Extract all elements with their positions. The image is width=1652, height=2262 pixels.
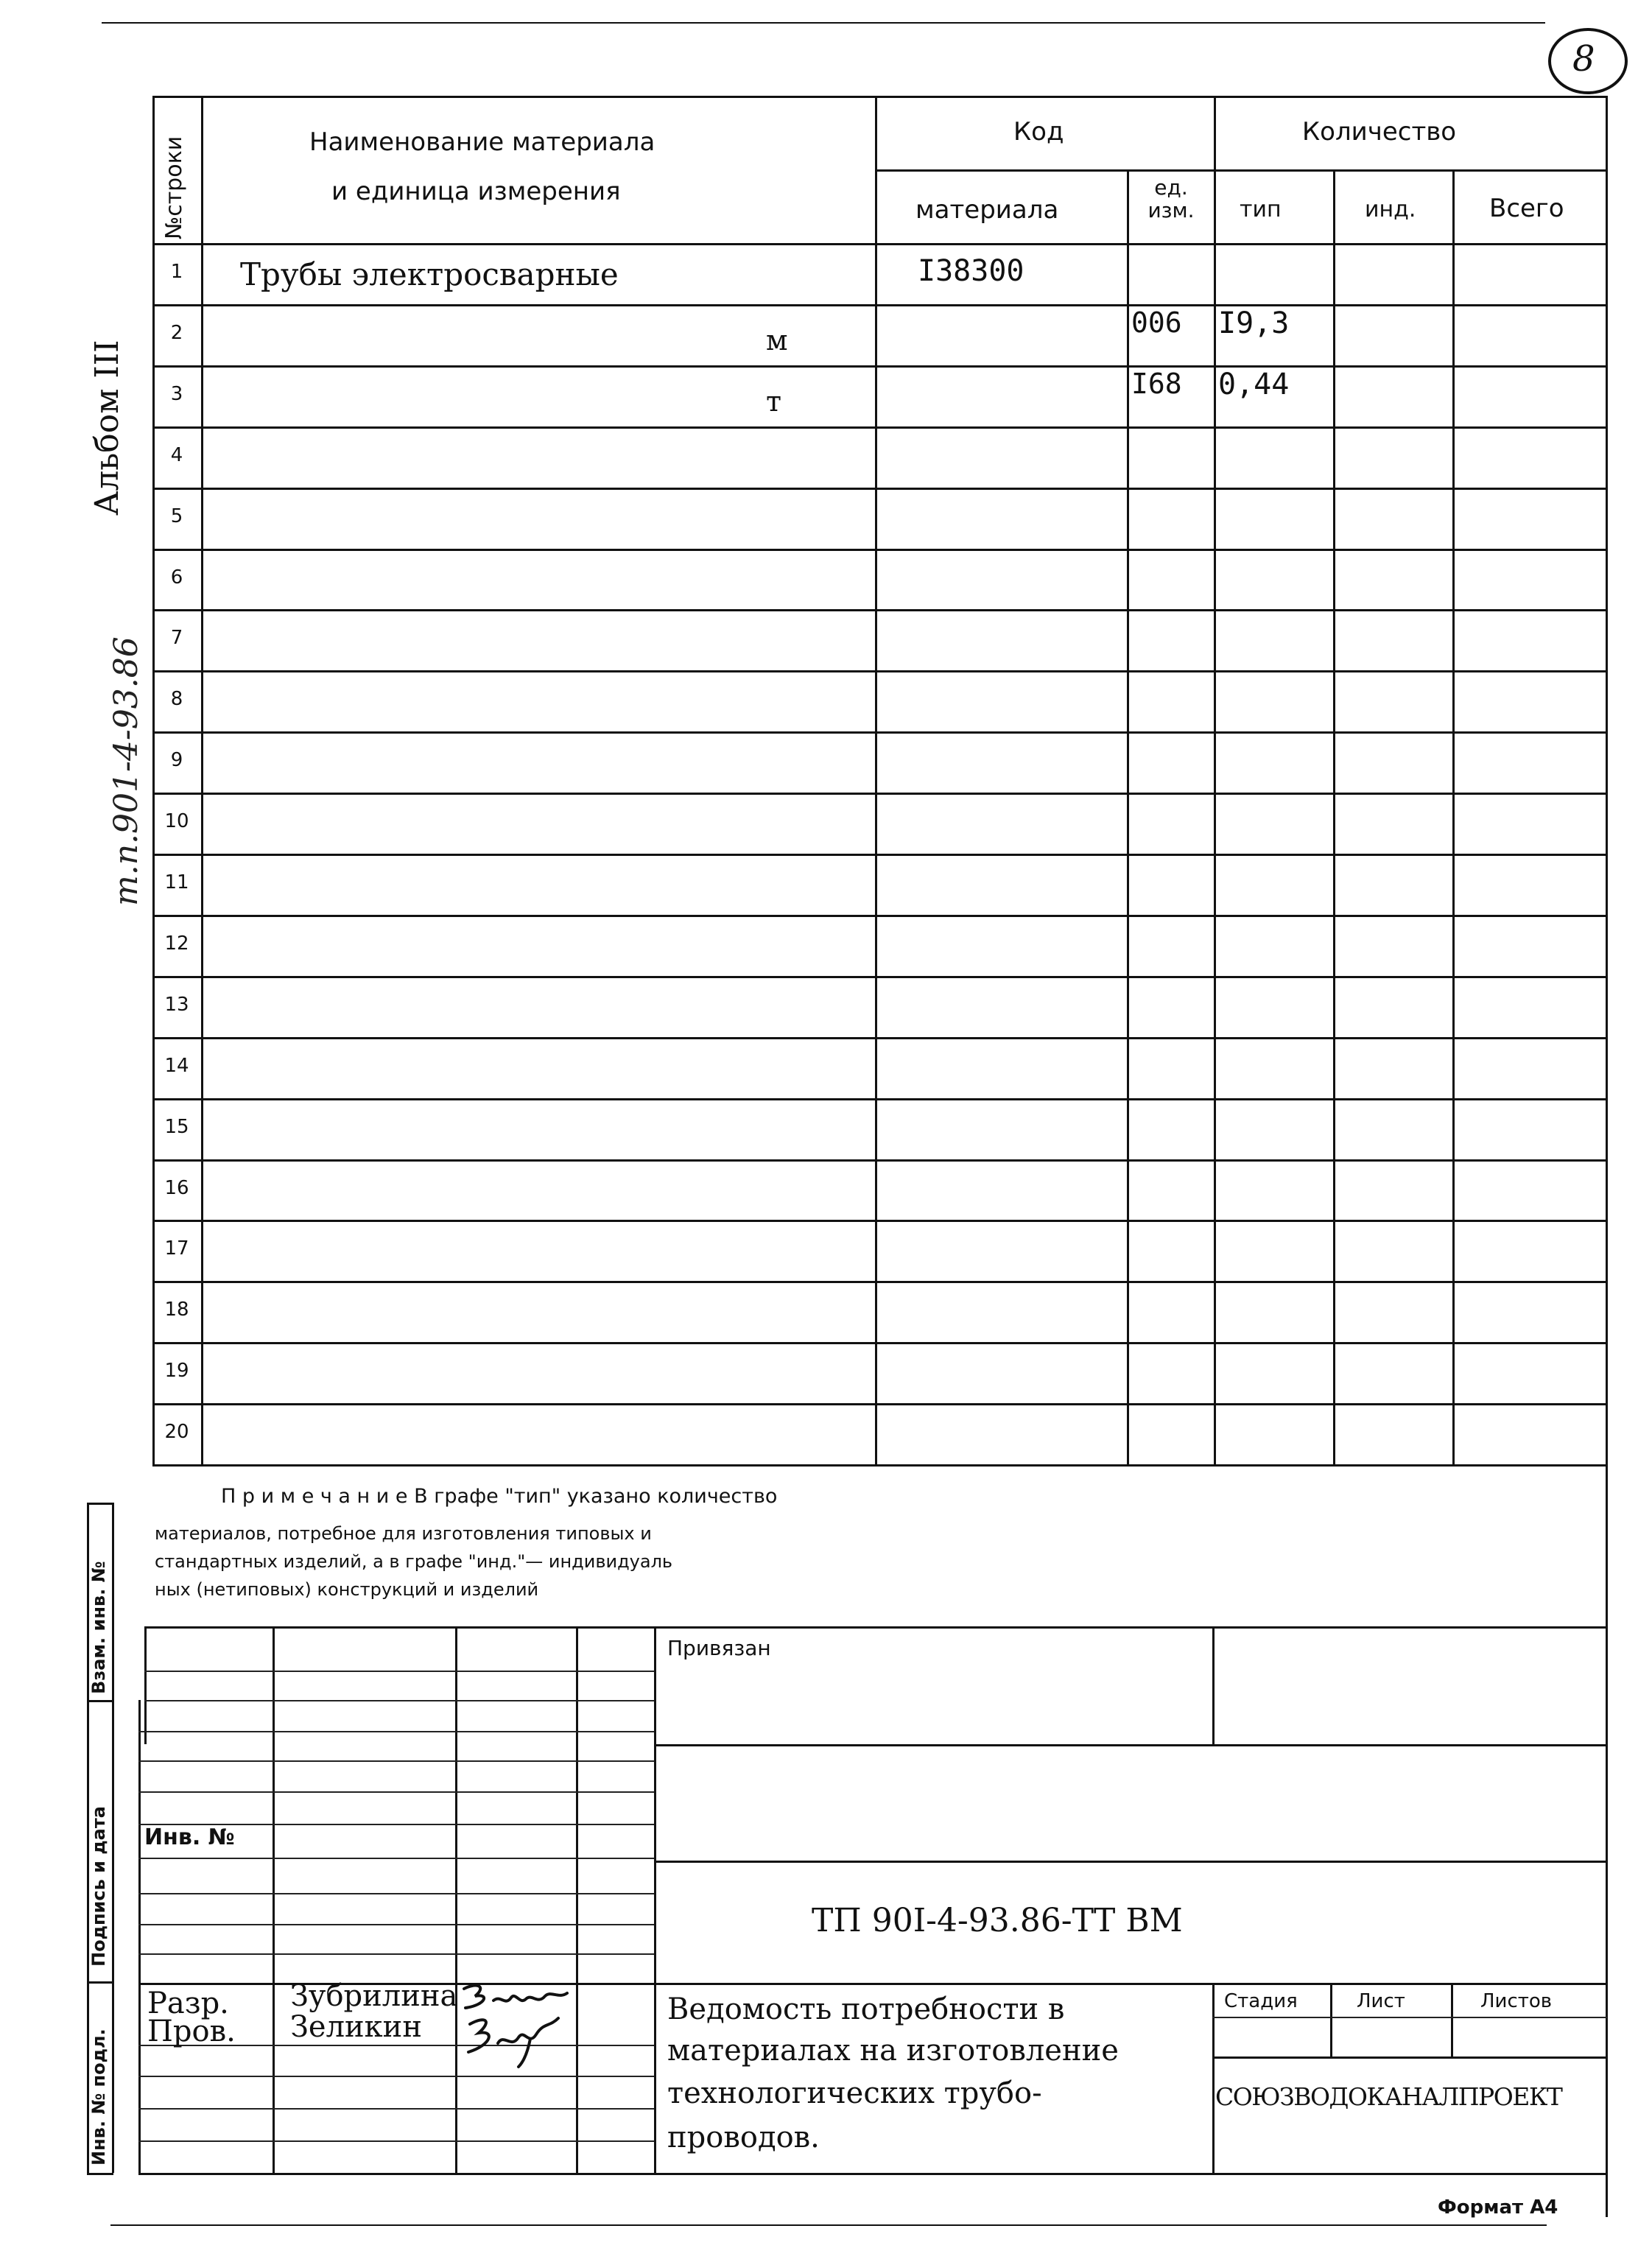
header-qty-type: тип [1240,197,1282,222]
tb-left-row-2 [144,1700,654,1701]
header-top-border [152,96,1608,98]
project-code-label: т.п.901-4-93.86 [108,636,145,906]
table-row-divider [152,426,1608,429]
tb-left-row-3 [138,1731,654,1732]
tb-col-a [273,1626,275,2175]
row-unit-code: 006 [1131,306,1182,339]
table-right-border [1606,96,1608,2217]
row-number: 1 [170,261,183,283]
header-code-group: Код [1013,117,1064,147]
tb-stage-bottom-row [1212,2056,1607,2059]
tb-left-row-9 [138,1924,654,1925]
row-number: 17 [164,1237,189,1260]
doc-title-line3: технологических трубо- [667,2076,1042,2110]
format-label: Формат А4 [1438,2196,1558,2219]
table-row-divider [152,1342,1608,1344]
table-row-divider [152,1098,1608,1100]
row-name: м [766,323,788,356]
row-number: 16 [164,1176,189,1199]
table-row-divider [152,793,1608,795]
table-row-divider [152,854,1608,856]
role-razrab: Разр. [147,1987,229,2020]
doc-title-line1: Ведомость потребности в [667,1992,1065,2026]
tb-right-row-2 [654,1861,1607,1863]
tb-left-row-7 [138,1858,654,1859]
margin-strip-top [87,1503,113,1505]
table-bottom-border [152,1464,1608,1467]
table-row-divider [152,976,1608,978]
col-divider-type [1333,169,1335,1466]
tb-left-row-10 [138,1953,654,1955]
header-name-line2: и единица измерения [331,177,621,206]
margin-inv-podl: Инв. № подл. [88,2029,109,2166]
header-row-no: №строки [161,136,187,239]
header-sub-divider [875,169,1606,172]
col-divider-qty [1214,96,1216,1466]
row-number: 11 [164,871,189,893]
row-number: 5 [170,505,183,527]
table-row-divider [152,365,1608,368]
stage-label: Стадия [1224,1990,1298,2012]
organization-name: СОЮЗВОДОКАНАЛПРОЕКТ [1215,2082,1562,2111]
row-number: 19 [164,1360,189,1383]
row-number: 10 [164,810,189,833]
table-row-divider [152,549,1608,551]
header-code-unit: ед. изм. [1147,175,1195,222]
table-row-divider [152,1037,1608,1039]
sheet-label: Лист [1357,1990,1405,2012]
note-line3: стандартных изделий, а в графе "инд."— индивидуаль [155,1551,673,1572]
doc-title-line4: проводов. [667,2121,820,2154]
row-number: 2 [170,321,183,344]
row-name: Трубы электросварные [240,256,619,292]
tb-stage-divider [1212,1983,1215,2174]
col-divider-unit [1127,169,1129,1466]
table-row-divider [152,304,1608,306]
row-number: 7 [170,627,183,650]
table-row-divider [152,1281,1608,1283]
header-qty-ind: инд. [1365,197,1416,222]
tb-left-row-4 [138,1760,654,1762]
tb-stage-label-row [1212,2017,1607,2018]
tb-privyazan-divider [1212,1626,1215,1746]
page-number: 8 [1572,38,1595,80]
tb-left-row-15 [138,2140,654,2142]
tb-col-c [576,1626,578,2175]
margin-divider-1 [87,1700,113,1702]
table-row-divider [152,731,1608,734]
row-number: 3 [170,382,183,405]
privyazan-label: Привязан [667,1636,771,1660]
margin-podpis: Подпись и дата [88,1806,109,1967]
role-prov: Пров. [147,2015,236,2048]
header-qty-total: Всего [1489,194,1564,223]
table-row-divider [152,243,1608,245]
tb-sheets-divider [1451,1983,1453,2058]
tb-sheet-divider [1330,1983,1332,2058]
row-number: 18 [164,1299,189,1321]
row-unit-code: I68 [1131,367,1182,400]
col-divider-ind [1452,169,1455,1466]
tb-left-row-13 [138,2076,654,2077]
row-number: 6 [170,566,183,589]
table-row-divider [152,1159,1608,1162]
table-row-divider [152,609,1608,611]
col-divider-rownum [201,96,203,1466]
inv-no-label: Инв. № [144,1824,235,1850]
tb-left-row-8 [138,1893,654,1894]
table-row-divider [152,670,1608,672]
row-number: 9 [170,749,183,772]
note-line4: ных (нетиповых) конструкций и изделий [155,1579,539,1600]
header-code-material: материала [915,195,1059,225]
footer-line [110,2224,1547,2226]
header-name-line1: Наименование материала [309,127,655,157]
row-number: 8 [170,688,183,711]
row-name: т [766,384,782,418]
row-number: 12 [164,932,189,955]
tb-col-d [654,1626,656,2175]
header-qty-group: Количество [1302,117,1457,147]
table-row-divider [152,1403,1608,1405]
tb-right-row-3 [654,1983,1607,1985]
row-material-code: I38300 [918,254,1024,288]
row-number: 15 [164,1115,189,1138]
note-line2: материалов, потребное для изготовления типовых и [155,1523,652,1544]
top-border-line [102,22,1545,24]
row-number: 20 [164,1421,189,1444]
row-type: I9,3 [1218,306,1290,340]
name-razrab: Зубрилина [290,1979,458,2013]
table-row-divider [152,1220,1608,1222]
row-number: 4 [170,443,183,466]
margin-strip-bottom [87,2173,113,2175]
album-label: Альбом III [88,340,126,516]
table-row-divider [152,915,1608,917]
tb-col-b [455,1626,457,2175]
name-prov: Зеликин [290,2010,422,2044]
signature-prov [457,2011,574,2070]
row-number: 13 [164,993,189,1016]
tb-left-line [144,1626,147,1744]
note-line1: П р и м е ч а н и е В графе "тип" указано количество [221,1485,778,1508]
table-left-border [152,96,155,1466]
margin-vzam: Взам. инв. № [88,1561,109,1694]
tb-right-row-1 [654,1744,1607,1746]
tb-left-row-1 [144,1671,654,1672]
row-number: 14 [164,1054,189,1077]
document-code: ТП 90I-4-93.86-ТТ ВМ [812,1902,1183,1939]
tb-left-row-5 [138,1791,654,1793]
table-row-divider [152,488,1608,490]
col-divider-code [875,96,877,1466]
tb-left-row-14 [138,2108,654,2110]
tb-left-line-lower [138,1700,141,2175]
margin-divider-2 [87,1981,113,1984]
tb-bottom-line [138,2173,1607,2175]
sheets-label: Листов [1480,1990,1553,2012]
doc-title-line2: материалах на изготовление [667,2034,1119,2068]
row-type: 0,44 [1218,367,1290,401]
margin-strip-right [112,1503,114,2173]
tb-top-line [144,1626,1606,1629]
